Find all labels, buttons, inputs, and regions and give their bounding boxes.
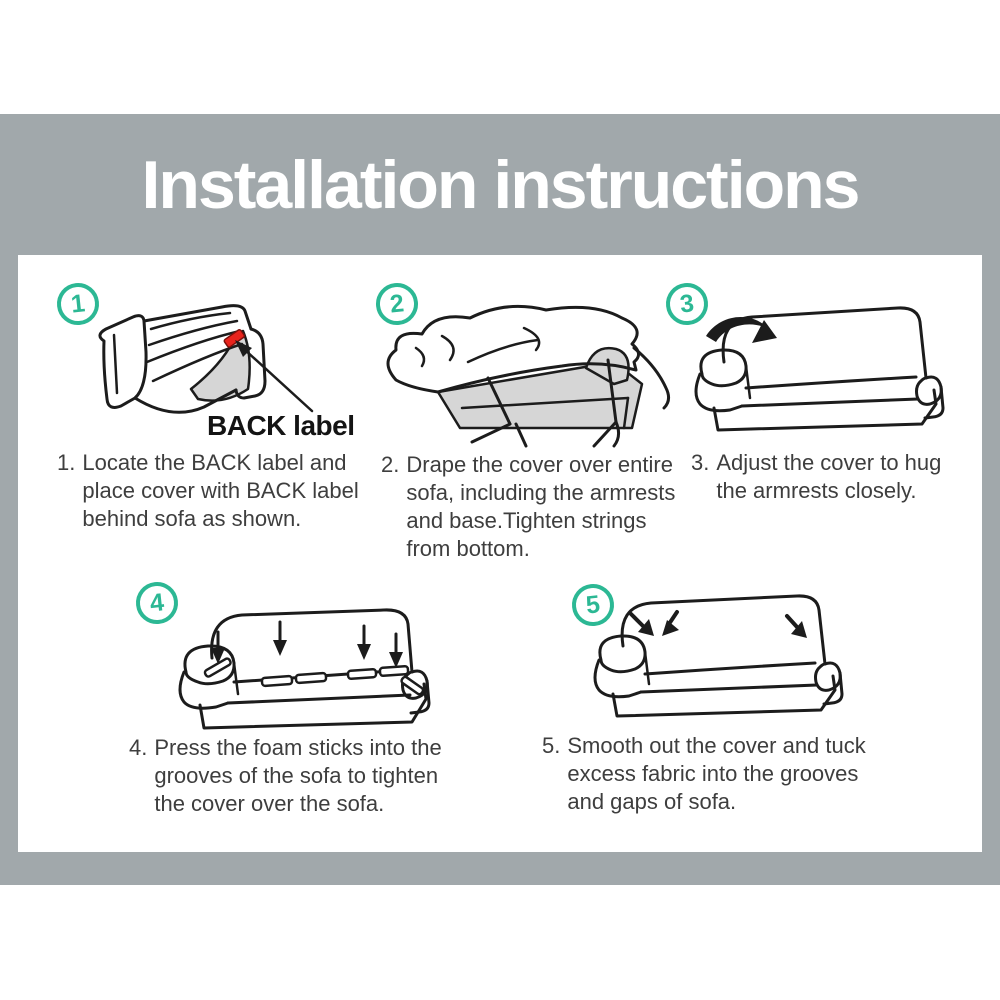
caption-line: Drape the cover over entire: [406, 452, 673, 477]
caption-line: behind sofa as shown.: [82, 506, 302, 531]
step-2-illustration: [376, 296, 672, 448]
caption-line: the armrests closely.: [716, 478, 917, 503]
step-1-caption: [57, 449, 359, 533]
tuck-arrow-icon: [669, 612, 677, 624]
tuck-arrow-icon: [631, 614, 643, 626]
caption-line: Locate the BACK label and: [82, 450, 347, 475]
fold-line: [416, 348, 424, 366]
caption-line: the cover over the sofa.: [154, 791, 385, 816]
step-4-number-badge: 4: [134, 580, 180, 626]
foam-stick: [262, 676, 292, 686]
callout-arrow-line: [244, 349, 312, 411]
step-1-number: 1.: [57, 450, 76, 475]
cover-left-flap: [100, 316, 146, 408]
step-5-number-badge: 5: [570, 582, 616, 628]
caption-line: grooves of the sofa to tighten: [154, 763, 439, 788]
step-2-number-badge: 2: [374, 281, 420, 327]
sofa-skirt: [714, 390, 936, 430]
step-5-caption: [542, 732, 866, 816]
page-title: Installation instructions: [141, 146, 859, 223]
caption-line: place cover with BACK label: [82, 478, 359, 503]
fold-line: [151, 313, 230, 329]
caption-line: from bottom.: [406, 536, 530, 561]
fold-line: [468, 340, 538, 362]
caption-line: Adjust the cover to hug: [716, 450, 942, 475]
sofa-seat-groove: [645, 663, 815, 674]
sofa-seat-front: [641, 685, 817, 692]
caption-line: excess fabric into the grooves: [567, 761, 859, 786]
back-label-callout: BACK label: [207, 410, 355, 441]
sofa-seat-front: [228, 695, 410, 703]
foam-stick: [296, 673, 326, 683]
step-3-caption: [691, 449, 941, 505]
sofa-skirt: [200, 684, 426, 728]
step-1-number-badge: 1: [55, 281, 101, 327]
step-4-caption: [129, 734, 442, 818]
step-4-illustration: [160, 584, 450, 738]
caption-line: Press the foam sticks into the: [154, 735, 442, 760]
fold-line: [442, 336, 454, 360]
header-band: [0, 114, 1000, 255]
foam-stick: [348, 669, 376, 679]
sofa-right-armrest: [917, 377, 942, 404]
sofa-seat-groove: [746, 377, 916, 388]
frame-left: [0, 255, 18, 885]
sofa-seat-front: [742, 399, 918, 406]
caption-line: Smooth out the cover and tuck: [567, 733, 866, 758]
foam-stick: [380, 666, 408, 676]
step-3-number-badge: 3: [664, 281, 710, 327]
step-3-number: 3.: [691, 450, 710, 475]
caption-line: sofa, including the armrests: [406, 480, 676, 505]
caption-line: and base.Tighten strings: [406, 508, 647, 533]
step-2-number: 2.: [381, 452, 400, 477]
step-5-illustration: [575, 586, 855, 728]
step-2-caption: [381, 451, 675, 563]
step-4-number: 4.: [129, 735, 148, 760]
sofa-back: [723, 308, 926, 378]
sofa-right-armrest: [816, 663, 841, 690]
frame-right: [982, 255, 1000, 885]
caption-line: and gaps of sofa.: [567, 789, 737, 814]
step-5-number: 5.: [542, 733, 561, 758]
frame-bottom: [0, 852, 1000, 885]
step-3-illustration: [680, 298, 954, 440]
sofa-back: [212, 610, 412, 672]
sofa-skirt: [613, 676, 835, 716]
tuck-arrow-icon: [787, 616, 797, 627]
